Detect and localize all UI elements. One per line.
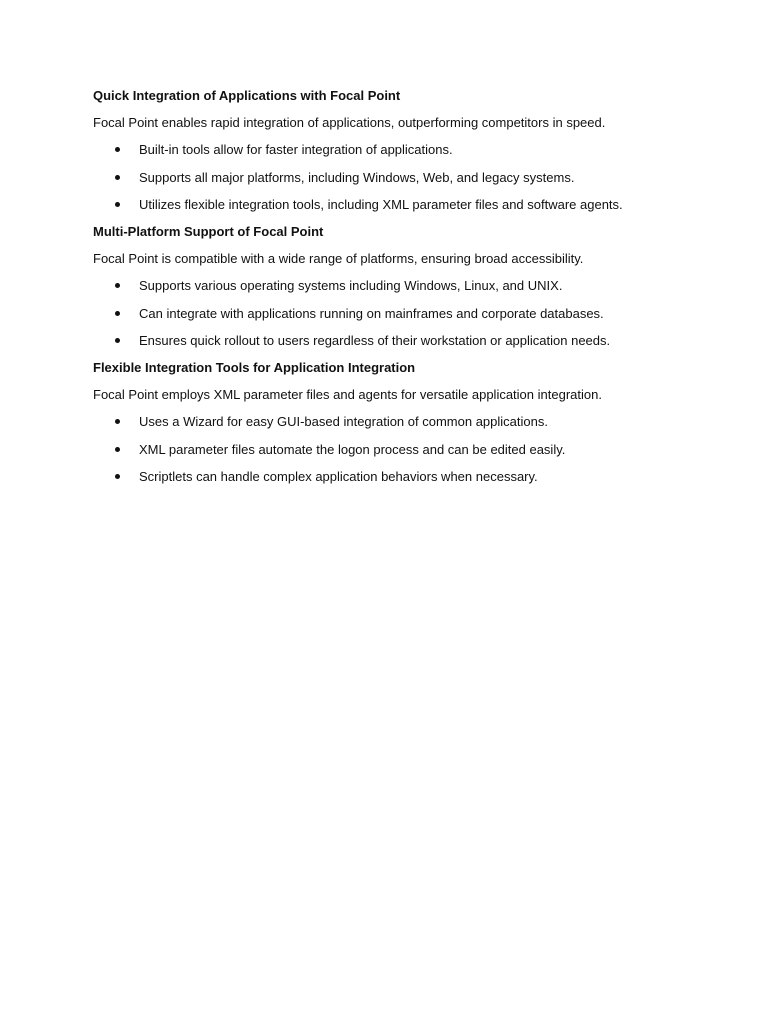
list-item-text: Uses a Wizard for easy GUI-based integration of common applications. (139, 414, 548, 429)
bullet-list (93, 141, 708, 213)
list-item (93, 196, 708, 213)
bullet-icon (115, 311, 120, 316)
section-quick-integration (93, 87, 708, 213)
list-item (93, 277, 708, 294)
list-item-text: Supports various operating systems including Windows, Linux, and UNIX. (139, 278, 563, 293)
list-item (93, 141, 708, 158)
list-item-text: Utilizes flexible integration tools, including XML parameter files and software agents. (139, 197, 623, 212)
list-item (93, 305, 708, 322)
section-multi-platform (93, 223, 708, 349)
section-flexible-tools (93, 359, 708, 485)
bullet-icon (115, 283, 120, 288)
list-item-text: XML parameter files automate the logon process and can be edited easily. (139, 441, 566, 457)
list-item-text: Supports all major platforms, including Windows, Web, and legacy systems. (139, 169, 575, 185)
bullet-icon (115, 447, 120, 452)
list-item-text: Ensures quick rollout to users regardless of their workstation or application needs. (139, 333, 611, 348)
list-item-text: Built-in tools allow for faster integration of applications. (139, 142, 453, 157)
list-item (93, 413, 708, 430)
list-item (93, 441, 708, 458)
list-item (93, 169, 708, 186)
section-intro: Focal Point is compatible with a wide range of platforms, ensuring broad accessibility. (93, 251, 584, 266)
bullet-icon (115, 474, 120, 479)
bullet-list (93, 413, 708, 485)
bullet-list (93, 277, 708, 349)
bullet-icon (115, 147, 120, 152)
list-item (93, 332, 708, 349)
bullet-icon (115, 338, 120, 343)
list-item-text: Scriptlets can handle complex application behaviors when necessary. (139, 469, 538, 484)
section-heading: Multi-Platform Support of Focal Point (93, 224, 324, 239)
section-intro: Focal Point employs XML parameter files and agents for versatile application integration. (93, 387, 602, 402)
section-heading: Quick Integration of Applications with Focal Point (93, 88, 401, 103)
section-heading: Flexible Integration Tools for Application Integration (93, 360, 416, 375)
section-intro: Focal Point enables rapid integration of applications, outperforming competitors in speed. (93, 115, 606, 130)
bullet-icon (115, 175, 120, 180)
bullet-icon (115, 419, 120, 424)
bullet-icon (115, 202, 120, 207)
list-item (93, 468, 708, 485)
list-item-text: Can integrate with applications running on mainframes and corporate databases. (139, 305, 604, 321)
